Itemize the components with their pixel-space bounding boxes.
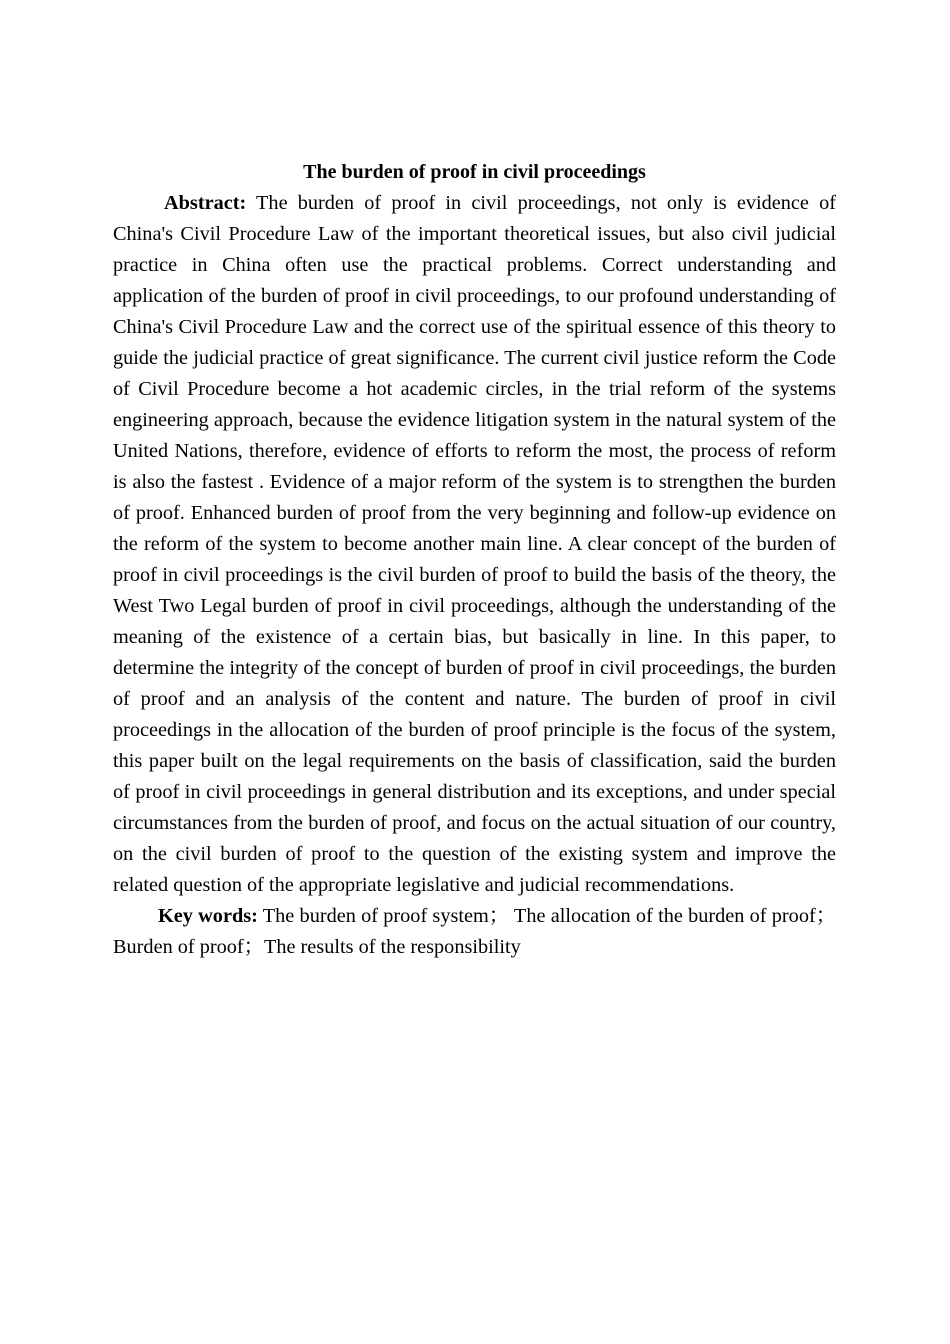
document-page [113, 157, 836, 963]
keywords-text: The burden of proof system； The allocation of the burden of proof；Burden of proof；The results of the responsibility [113, 905, 837, 958]
keywords-label: Key words: [158, 905, 258, 927]
abstract-label: Abstract: [164, 192, 247, 214]
keywords-paragraph [113, 901, 836, 963]
document-title: The burden of proof in civil proceedings [303, 161, 646, 183]
abstract-text: The burden of proof in civil proceedings, not only is evidence of China's Civil Procedure Law of the important theoretical issues, but also civil judicial practice in China often use the practical problems. Correct understanding and application of the burden of proof in civil proceedings, to our profound understanding of China's Civil Procedure Law and the correct use of the spiritual essence of this theory to guide the judicial practice of great significance. The current civil justice reform the Code of Civil Procedure become a hot academic circles, in the trial reform of the systems engineering approach, because the evidence litigation system in the natural system of the United Nations, therefore, evidence of efforts to reform the most, the process of reform is also the fastest . Evidence of a major reform of the system is to strengthen the burden of proof. Enhanced burden of proof from the very beginning and follow-up evidence on the reform of the system to become another main line. A clear concept of the burden of proof in civil proceedings is the civil burden of proof to build the basis of the theory, the West Two Legal burden of proof in civil proceedings, although the understanding of the meaning of the existence of a certain bias, but basically in line. In this paper, to determine the integrity of the concept of burden of proof in civil proceedings, the burden of proof and an analysis of the content and nature. The burden of proof in civil proceedings in the allocation of the burden of proof principle is the focus of the system, this paper built on the legal requirements on the basis of classification, said the burden of proof in civil proceedings in general distribution and its exceptions, and under special circumstances from the burden of proof, and focus on the actual situation of our country, on the civil burden of proof to the question of the existing system and improve the related question of the appropriate legislative and judicial recommendations. [113, 192, 836, 896]
abstract-paragraph [113, 188, 836, 901]
